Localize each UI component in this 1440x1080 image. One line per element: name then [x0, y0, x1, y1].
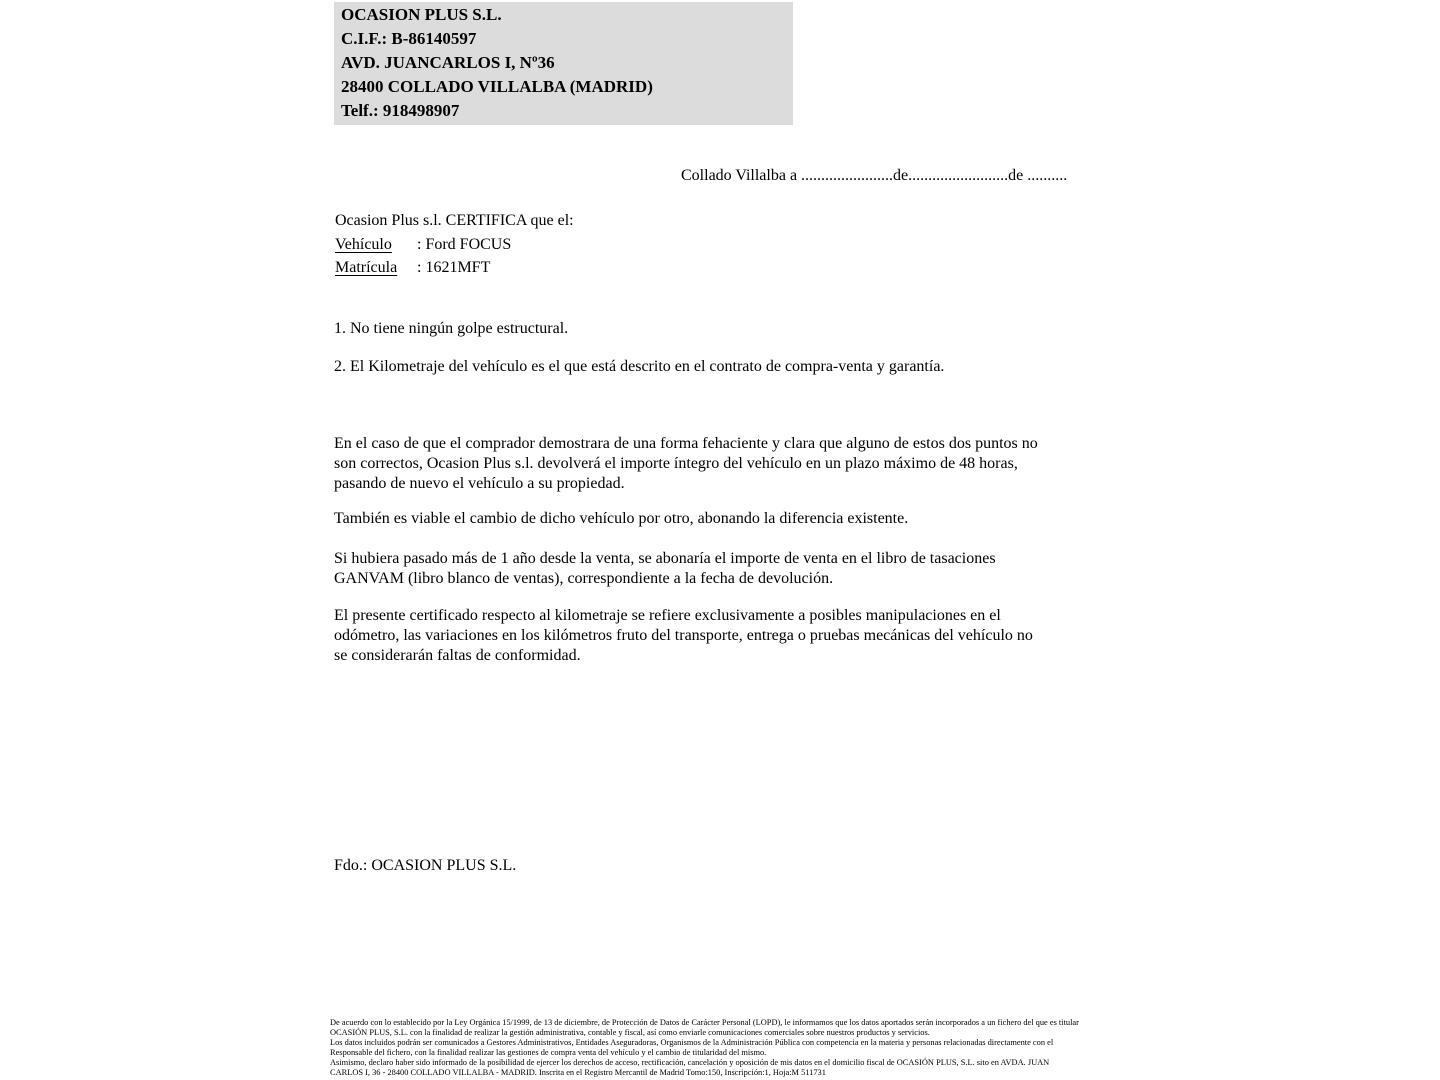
paragraph-line: GANVAM (libro blanco de ventas), correspondiente a la fecha de devolución. [334, 569, 834, 587]
paragraph-line: El presente certificado respecto al kilometraje se refiere exclusivamente a posibles manipulaciones en el [334, 607, 1001, 624]
paragraph-line: También es viable el cambio de dicho vehículo por otro, abonando la diferencia existente. [334, 510, 909, 527]
paragraph-exchange-option [334, 509, 908, 529]
vehicle-label: Vehículo [335, 235, 392, 253]
paragraph-after-one-year [334, 549, 996, 589]
company-phone: Telf.: 918498907 [341, 101, 460, 120]
legal-footer-line: CARLOS I, 36 - 28400 COLLADO VILLALBA - MADRID. Inscrita en el Registro Mercantil de Madrid Tomo:150, Inscripción:1, Hoja:M 511731 [330, 1067, 826, 1077]
paragraph-line: son correctos, Ocasion Plus s.l. devolverá el importe íntegro del vehículo en un plazo máximo de 48 horas, [334, 454, 1018, 472]
legal-data-protection-footer [330, 1018, 1079, 1077]
company-cif: C.I.F.: B-86140597 [341, 29, 477, 48]
paragraph-odometer-disclaimer [334, 606, 1033, 665]
plate-value: : 1621MFT [417, 259, 491, 277]
legal-footer-line: Responsable del fichero, con la finalidad realizar las gestiones de compra venta del vehículo y el cambio de titularidad del mismo. [330, 1047, 767, 1057]
company-address: AVD. JUANCARLOS I, Nº36 [341, 53, 555, 72]
certified-point-1: 1. No tiene ningún golpe estructural. [334, 320, 569, 337]
certified-point-2: 2. El Kilometraje del vehículo es el que está descrito en el contrato de compra-venta y garantía. [334, 358, 945, 375]
plate-label: Matrícula [335, 259, 398, 277]
signature-line: Fdo.: OCASION PLUS S.L. [334, 857, 517, 874]
certify-intro: Ocasion Plus s.l. CERTIFICA que el: [335, 212, 574, 229]
paragraph-refund-terms [334, 434, 1038, 493]
legal-footer-line: Los datos incluidos podrán ser comunicados a Gestores Administrativos, Entidades Aseguradoras, Organismos de la Administración Pública con competencia en la materia y personas relacionadas directamente con el [330, 1037, 1054, 1047]
legal-footer-line: Asimismo, declaro haber sido informado de la posibilidad de ejercer los derechos de acceso, rectificación, cancelación y oposición de mis datos en el domicilio fiscal de OCASIÓN PLUS, S.L. sito en AVDA. JUAN [330, 1057, 1050, 1067]
paragraph-line: odómetro, las variaciones en los kilómetros fruto del transporte, entrega o pruebas mecánicas del vehículo no [334, 626, 1033, 644]
paragraph-line: pasando de nuevo el vehículo a su propiedad. [334, 474, 625, 492]
vehicle-row [335, 233, 574, 257]
paragraph-line: Si hubiera pasado más de 1 año desde la venta, se abonaría el importe de venta en el libro de tasaciones [334, 550, 996, 567]
plate-row [335, 256, 574, 280]
vehicle-value: : Ford FOCUS [417, 235, 512, 253]
paragraph-line: se considerarán faltas de conformidad. [334, 646, 581, 664]
legal-footer-line: De acuerdo con lo establecido por la Ley Orgánica 15/1999, de 13 de diciembre, de Protección de Datos de Carácter Personal (LOPD), le informamos que los datos aportados serán incorporados a un fichero del que es titular [330, 1018, 1079, 1027]
legal-footer-line: OCASIÓN PLUS, S.L. con la finalidad de realizar la gestión administrativa, contable y fiscal, así como enviarle comunicaciones comerciales sobre nuestros productos y servicios. [330, 1027, 930, 1037]
certify-block [335, 209, 574, 280]
company-city: 28400 COLLADO VILLALBA (MADRID) [341, 77, 653, 96]
date-place-line: Collado Villalba a .......................de.........................de .......... [681, 167, 1068, 184]
paragraph-line: En el caso de que el comprador demostrara de una forma fehaciente y clara que alguno de estos dos puntos no [334, 435, 1038, 452]
company-name: OCASION PLUS S.L. [341, 5, 502, 24]
company-header-box [334, 2, 793, 125]
